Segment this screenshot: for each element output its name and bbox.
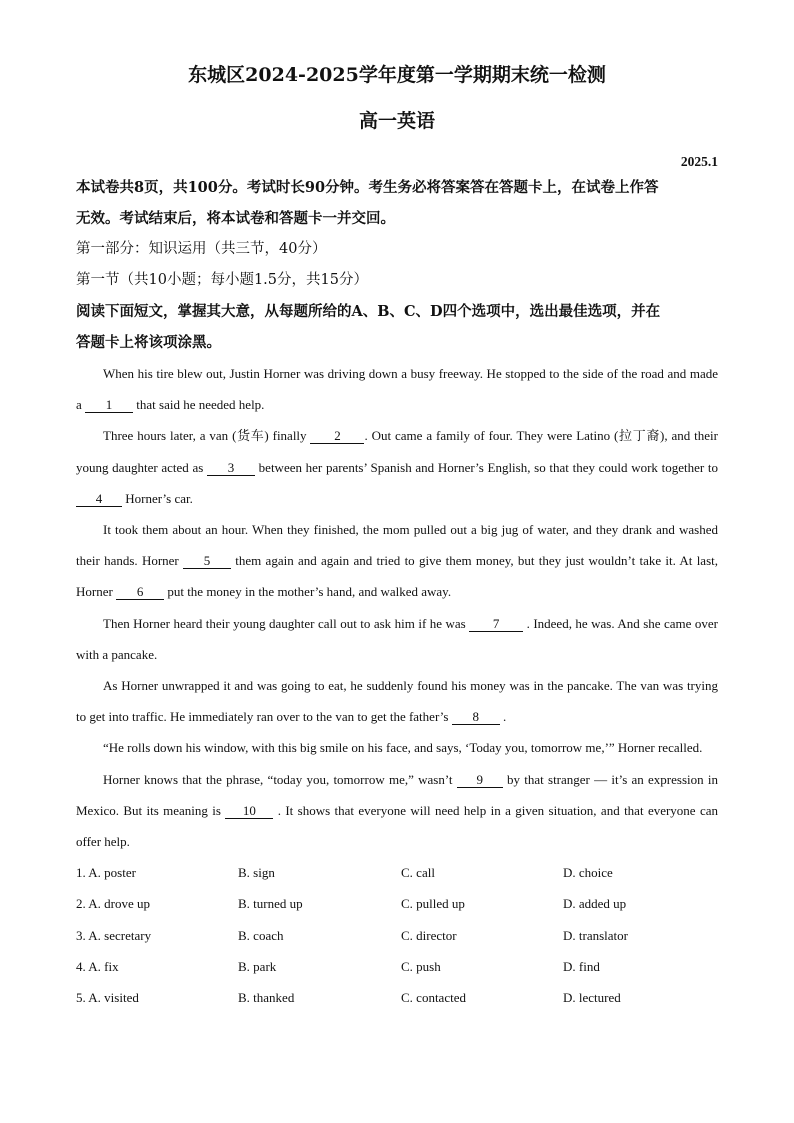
instructions [76,172,718,358]
option-d: D. lectured [563,990,621,1005]
blank-10: 10 [225,804,273,819]
text-run: . Out came a family of four. They were Latino (拉丁裔), and their young daughter acted as [76,428,718,475]
option-d: D. added up [563,896,627,912]
blank-9: 9 [457,773,503,788]
option-b: B. park [238,958,277,974]
text-run: When his tire blew out, Justin Horner was driving down a busy freeway. He stopped to the side of the road and made a [76,366,718,413]
option-c: C. call [401,865,435,881]
paragraph-4 [76,608,718,670]
blank-1: 1 [85,398,133,413]
option-a: 4. A. fix [76,958,119,974]
option-b: B. turned up [238,896,303,912]
paragraph-2 [76,420,718,514]
paragraph-3 [76,514,718,608]
exam-title: 东城区2024-2025学年度第一学期期末统一检测 [188,64,606,86]
instructions-line-2: 无效。考试结束后，将本试卷和答题卡一并交回。 [76,210,395,227]
subject-title: 高一英语 [358,110,435,132]
option-row-3 [76,920,718,951]
directions-line-1: 阅读下面短文，掌握其大意，从每题所给的A、B、C、D四个选项中，选出最佳选项，并在 [76,303,661,320]
blank-8: 8 [452,710,500,725]
option-d: D. find [563,958,600,974]
option-c: C. contacted [401,990,466,1005]
text-run: put the money in the mother’s hand, and walked away. [164,584,452,600]
text-run: Horner’s car. [122,490,193,506]
option-row-5 [76,982,718,1013]
text-run: Then Horner heard their young daughter call out to ask him if he was [103,615,470,631]
option-row-2 [76,888,718,919]
paragraph-7 [76,764,718,858]
paragraph-6: “He rolls down his window, with this big smile on his face, and says, ‘Today you, tomorrow me,’” Horner recalled. [103,740,703,756]
blank-7: 7 [469,617,523,632]
blank-3: 3 [207,461,255,476]
blank-5: 5 [183,554,231,569]
blank-4: 4 [76,492,122,507]
cloze-passage [76,358,718,857]
exam-page [76,60,718,1013]
paragraph-1 [76,358,718,420]
text-run: them again and again and tried to give them money, but they just wouldn’t take it. At last, Horner [76,553,718,600]
option-d: D. translator [563,927,628,943]
paragraph-5 [76,670,718,732]
option-c: C. director [401,927,457,943]
text-run: . [499,709,507,725]
option-a: 1. A. poster [76,865,136,881]
instructions-line-1: 本试卷共8页，共100分。考试时长90分钟。考生务必将答案答在答题卡上，在试卷上作答 [76,179,659,196]
text-run: It took them about an hour. When they finished, the mom pulled out a big jug of water, and they drank and washed their hands. Horner [76,522,718,569]
text-run: As Horner unwrapped it and was going to eat, he suddenly found his money was in the pancake. The van was trying to get into traffic. He immediately ran over to the van to get the father’s [76,678,718,725]
blank-2: 2 [310,429,364,444]
text-run: that said he needed help. [133,397,265,413]
option-d: D. choice [563,865,613,881]
section-heading: 第一节（共10小题；每小题1.5分，共15分） [76,272,368,288]
option-a: 5. A. visited [76,990,139,1005]
option-b: B. thanked [238,990,295,1005]
exam-date: 2025.1 [680,154,718,169]
text-run: by that stranger — it’s an expression in Mexico. But its meaning is [76,771,718,818]
text-run: . Indeed, he was. And she came over with a pancake. [76,615,718,662]
text-run: Horner knows that the phrase, “today you, tomorrow me,” wasn’t [103,771,457,787]
option-a: 3. A. secretary [76,927,152,943]
option-a: 2. A. drove up [76,896,151,912]
option-b: B. sign [238,865,275,881]
option-row-1 [76,857,718,888]
option-c: C. pulled up [401,896,465,912]
text-run: Three hours later, a van (货车) finally [103,428,311,444]
directions-line-2: 答题卡上将该项涂黑。 [76,334,221,351]
blank-6: 6 [116,585,164,600]
part-heading: 第一部分：知识运用（共三节，40分） [76,241,327,257]
option-b: B. coach [238,927,284,943]
text-run: between her parents’ Spanish and Horner’s English, so that they could work together to [254,459,719,475]
text-run: . It shows that everyone will need help in a given situation, and that everyone can offer help. [76,802,718,850]
answer-options [76,857,718,1013]
option-row-4 [76,951,718,982]
option-c: C. push [401,958,441,974]
